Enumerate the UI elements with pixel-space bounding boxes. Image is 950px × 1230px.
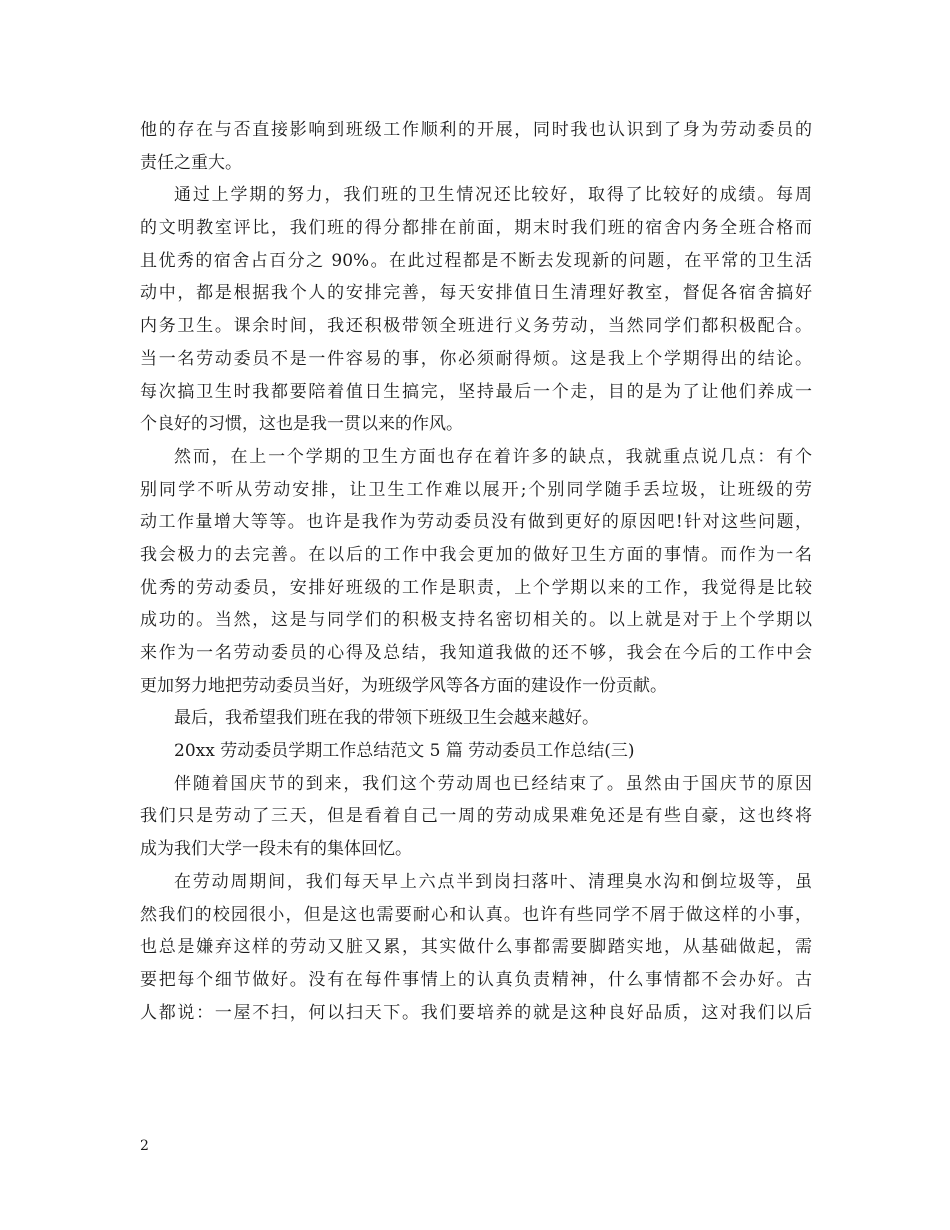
- text-line: 每次搞卫生时我都要陪着值日生搞完，坚持最后一个走，目的是为了让他们养成一: [140, 381, 812, 402]
- text-line: 最后，我希望我们班在我的带领下班级卫生会越来越好。: [174, 708, 599, 729]
- text-line: 也总是嫌弃这样的劳动又脏又累，其实做什么事都需要脚踏实地，从基础做起，需: [140, 937, 812, 958]
- text-line: 成功的。当然，这是与同学们的积极支持名密切相关的。以上就是对于上个学期以: [140, 610, 812, 631]
- text-line: 别同学不听从劳动安排，让卫生工作难以展开;个别同学随手丢垃圾，让班级的劳: [140, 479, 812, 500]
- text-line: 且优秀的宿舍占百分之 90%。在此过程都是不断去发现新的问题，在平常的卫生活: [140, 250, 812, 271]
- text-line: 20xx 劳动委员学期工作总结范文 5 篇 劳动委员工作总结(三): [174, 741, 635, 762]
- text-line: 责任之重大。: [140, 152, 242, 173]
- text-line: 人都说：一屋不扫，何以扫天下。我们要培养的就是这种良好品质，这对我们以后: [140, 1002, 812, 1023]
- text-line: 通过上学期的努力，我们班的卫生情况还比较好，取得了比较好的成绩。每周: [174, 185, 812, 206]
- text-line: 的文明教室评比，我们班的得分都排在前面，期末时我们班的宿舍内务全班合格而: [140, 218, 812, 239]
- text-line: 来作为一名劳动委员的心得及总结，我知道我做的还不够，我会在今后的工作中会: [140, 643, 812, 663]
- text-line: 在劳动周期间，我们每天早上六点半到岗扫落叶、清理臭水沟和倒垃圾等，虽: [174, 871, 812, 892]
- document-body: [140, 114, 812, 1029]
- text-line: 当一名劳动委员不是一件容易的事，你必须耐得烦。这是我上个学期得出的结论。: [140, 348, 812, 369]
- text-line: 动中，都是根据我个人的安排完善，每天安排值日生清理好教室，督促各宿舍搞好: [140, 283, 812, 304]
- text-line: 我们只是劳动了三天，但是看着自己一周的劳动成果难免还是有些自豪，这也终将: [140, 806, 812, 827]
- text-line: 然我们的校园很小，但是这也需要耐心和认真。也许有些同学不屑于做这样的小事，: [140, 904, 812, 925]
- text-line: 我会极力的去完善。在以后的工作中我会更加的做好卫生方面的事情。而作为一名: [140, 544, 812, 565]
- text-line: 伴随着国庆节的到来，我们这个劳动周也已经结束了。虽然由于国庆节的原因: [174, 773, 812, 794]
- text-line: 优秀的劳动委员，安排好班级的工作是职责，上个学期以来的工作，我觉得是比较: [140, 577, 812, 598]
- text-line: 要把每个细节做好。没有在每件事情上的认真负责精神，什么事情都不会办好。古: [140, 969, 812, 990]
- text-line: 他的存在与否直接影响到班级工作顺利的开展，同时我也认识到了身为劳动委员的: [140, 120, 812, 140]
- text-line: 个良好的习惯，这也是我一贯以来的作风。: [140, 414, 463, 435]
- page-number: 2: [140, 1138, 149, 1154]
- text-line: 动工作量增大等等。也许是我作为劳动委员没有做到更好的原因吧!针对这些问题，: [140, 512, 812, 533]
- text-line: 然而，在上一个学期的卫生方面也存在着许多的缺点，我就重点说几点：有个: [174, 446, 812, 467]
- text-line: 更加努力地把劳动委员当好，为班级学风等各方面的建设作一份贡献。: [140, 675, 667, 696]
- text-line: 成为我们大学一段未有的集体回忆。: [140, 839, 412, 860]
- text-line: 内务卫生。课余时间，我还积极带领全班进行义务劳动，当然同学们都积极配合。: [140, 316, 812, 337]
